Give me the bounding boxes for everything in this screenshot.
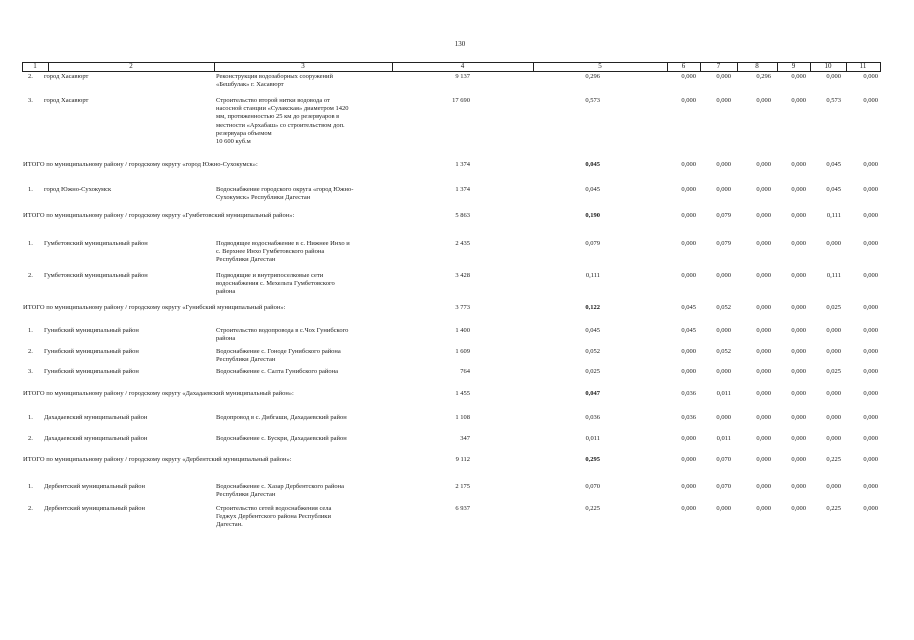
value-c9: 0,000 bbox=[791, 456, 806, 463]
value-c11: 0,000 bbox=[863, 483, 878, 490]
value-c10: 0,000 bbox=[826, 390, 841, 397]
value-c6: 0,000 bbox=[681, 212, 696, 219]
municipality-name: город Южно-Сухокумск bbox=[44, 186, 112, 193]
value-c6: 0,000 bbox=[681, 456, 696, 463]
object-description-line: Строительство водопровода в с.Чох Гунибского bbox=[216, 327, 349, 334]
value-c8: 0,000 bbox=[756, 161, 771, 168]
value-c10: 0,000 bbox=[826, 435, 841, 442]
object-description-line: Республики Дагестан bbox=[216, 356, 276, 364]
value-c7: 0,000 bbox=[716, 505, 731, 512]
value-c8: 0,000 bbox=[756, 368, 771, 375]
header-col-5: 5 bbox=[598, 62, 602, 70]
object-description-line: Водоснабжение с. Гоноде Гунибского района bbox=[216, 348, 341, 355]
value-c11: 0,000 bbox=[863, 327, 878, 334]
value-c4: 5 863 bbox=[455, 212, 470, 219]
value-c4: 764 bbox=[460, 368, 470, 375]
value-c6: 0,045 bbox=[681, 304, 696, 311]
object-description-line: Водоснабжение с. Хазар Дербентского района bbox=[216, 483, 345, 490]
value-c6: 0,000 bbox=[681, 161, 696, 168]
value-c6: 0,000 bbox=[681, 483, 696, 490]
row-number: 1. bbox=[28, 414, 33, 421]
value-c10: 0,000 bbox=[826, 73, 841, 80]
object-description-line: Водоснабжение с. Салта Гунибского района bbox=[216, 368, 338, 375]
value-c5: 0,122 bbox=[585, 304, 600, 311]
value-c5: 0,111 bbox=[585, 272, 600, 279]
value-c6: 0,000 bbox=[681, 97, 696, 104]
total-row-label: ИТОГО по муниципальному району / городскому округу «Дахадаевский муниципальный район»: bbox=[23, 390, 294, 397]
value-c10: 0,573 bbox=[826, 97, 841, 104]
value-c11: 0,000 bbox=[863, 73, 878, 80]
object-description-line: резервуара объемом bbox=[216, 129, 272, 137]
total-row-label: ИТОГО по муниципальному району / городскому округу «Гумбетовский муниципальный район»: bbox=[23, 212, 295, 219]
header-col-6: 6 bbox=[681, 62, 686, 70]
header-divider bbox=[846, 62, 847, 72]
object-description-line: Строительство второй нитки водовода от bbox=[216, 97, 330, 104]
value-c5: 0,011 bbox=[585, 435, 600, 442]
object-description-line: 10 600 куб.м bbox=[216, 138, 251, 145]
value-c10: 0,025 bbox=[826, 368, 841, 375]
header-divider bbox=[214, 62, 215, 72]
value-c10: 0,000 bbox=[826, 414, 841, 421]
value-c8: 0,000 bbox=[756, 414, 771, 421]
value-c5: 0,070 bbox=[585, 483, 600, 490]
header-divider bbox=[48, 62, 49, 72]
object-description-line: Республики Дагестан bbox=[216, 256, 276, 264]
row-number: 1. bbox=[28, 483, 33, 490]
value-c9: 0,000 bbox=[791, 348, 806, 355]
value-c8: 0,000 bbox=[756, 390, 771, 397]
header-col-8: 8 bbox=[755, 62, 759, 70]
value-c6: 0,000 bbox=[681, 368, 696, 375]
value-c5: 0,045 bbox=[585, 161, 600, 168]
value-c6: 0,000 bbox=[681, 272, 696, 279]
value-c7: 0,079 bbox=[716, 212, 731, 219]
value-c8: 0,000 bbox=[756, 435, 771, 442]
value-c11: 0,000 bbox=[863, 456, 878, 463]
header-col-3: 3 bbox=[301, 62, 305, 70]
municipality-name: Гунибский муниципальный район bbox=[44, 368, 139, 375]
object-description-line: Дагестан. bbox=[216, 521, 243, 529]
value-c9: 0,000 bbox=[791, 505, 806, 512]
header-divider bbox=[533, 62, 534, 72]
value-c4: 1 374 bbox=[455, 186, 470, 193]
value-c4: 347 bbox=[460, 435, 470, 442]
value-c5: 0,296 bbox=[585, 73, 600, 80]
value-c11: 0,000 bbox=[863, 272, 878, 279]
value-c10: 0,045 bbox=[826, 186, 841, 193]
value-c7: 0,011 bbox=[716, 390, 731, 397]
value-c6: 0,036 bbox=[681, 414, 696, 421]
row-number: 2. bbox=[28, 73, 33, 80]
header-col-10: 10 bbox=[824, 62, 832, 70]
value-c11: 0,000 bbox=[863, 161, 878, 168]
value-c5: 0,045 bbox=[585, 327, 600, 334]
value-c10: 0,225 bbox=[826, 456, 841, 463]
value-c9: 0,000 bbox=[791, 272, 806, 279]
value-c11: 0,000 bbox=[863, 212, 878, 219]
value-c11: 0,000 bbox=[863, 414, 878, 421]
total-row-label: ИТОГО по муниципальному району / городскому округу «Гунибский муниципальный район»: bbox=[23, 304, 286, 311]
value-c4: 1 400 bbox=[455, 327, 470, 334]
value-c11: 0,000 bbox=[863, 240, 878, 247]
municipality-name: Гумбетовский муниципальный район bbox=[44, 240, 148, 247]
row-number: 2. bbox=[28, 272, 33, 279]
value-c6: 0,036 bbox=[681, 390, 696, 397]
value-c5: 0,079 bbox=[585, 240, 600, 247]
value-c4: 1 609 bbox=[455, 348, 470, 355]
header-bottom-rule bbox=[22, 71, 880, 72]
value-c8: 0,000 bbox=[756, 272, 771, 279]
value-c9: 0,000 bbox=[791, 73, 806, 80]
object-description-line: района bbox=[216, 335, 236, 343]
object-description-line: Геджух Дербентского района Республики bbox=[216, 513, 331, 521]
value-c5: 0,047 bbox=[585, 390, 600, 397]
value-c10: 0,000 bbox=[826, 483, 841, 490]
value-c4: 2 435 bbox=[455, 240, 470, 247]
header-divider bbox=[667, 62, 668, 72]
value-c6: 0,000 bbox=[681, 348, 696, 355]
value-c9: 0,000 bbox=[791, 304, 806, 311]
value-c7: 0,070 bbox=[716, 456, 731, 463]
municipality-name: Дербентский муниципальный район bbox=[44, 505, 145, 512]
value-c6: 0,000 bbox=[681, 73, 696, 80]
value-c9: 0,000 bbox=[791, 368, 806, 375]
value-c10: 0,000 bbox=[826, 240, 841, 247]
object-description-line: насосной станции «Сулакская» диаметром 1420 bbox=[216, 105, 349, 113]
object-description-line: местности «Архабаш» со строительством доп. bbox=[216, 121, 345, 129]
object-description-line: с. Верхнее Инхо Гумбетовского района bbox=[216, 248, 325, 256]
header-col-2: 2 bbox=[129, 62, 133, 70]
value-c7: 0,000 bbox=[716, 272, 731, 279]
value-c4: 9 137 bbox=[455, 73, 470, 80]
value-c11: 0,000 bbox=[863, 348, 878, 355]
value-c6: 0,000 bbox=[681, 240, 696, 247]
value-c5: 0,190 bbox=[585, 212, 600, 219]
value-c7: 0,000 bbox=[716, 161, 731, 168]
value-c11: 0,000 bbox=[863, 368, 878, 375]
municipality-name: Гунибский муниципальный район bbox=[44, 327, 139, 334]
value-c11: 0,000 bbox=[863, 390, 878, 397]
header-divider bbox=[777, 62, 778, 72]
value-c4: 6 937 bbox=[455, 505, 470, 512]
object-description-line: мм, протяженностью 25 км до резервуаров в bbox=[216, 113, 340, 121]
object-description-line: «Бешбулак» г. Хасавюрт bbox=[216, 81, 284, 89]
value-c11: 0,000 bbox=[863, 505, 878, 512]
row-number: 1. bbox=[28, 240, 33, 247]
value-c11: 0,000 bbox=[863, 186, 878, 193]
row-number: 2. bbox=[28, 348, 33, 355]
header-divider bbox=[737, 62, 738, 72]
value-c4: 2 175 bbox=[455, 483, 470, 490]
value-c9: 0,000 bbox=[791, 414, 806, 421]
value-c8: 0,000 bbox=[756, 505, 771, 512]
value-c7: 0,000 bbox=[716, 327, 731, 334]
value-c8: 0,000 bbox=[756, 240, 771, 247]
object-description-line: Водоснабжение с. Бускри, Дахадаевский район bbox=[216, 435, 347, 442]
header-divider bbox=[22, 62, 23, 72]
value-c10: 0,111 bbox=[826, 272, 841, 279]
municipality-name: Гунибский муниципальный район bbox=[44, 348, 139, 355]
value-c9: 0,000 bbox=[791, 161, 806, 168]
object-description-line: Республики Дагестан bbox=[216, 491, 276, 499]
value-c8: 0,000 bbox=[756, 304, 771, 311]
value-c10: 0,000 bbox=[826, 327, 841, 334]
value-c4: 3 428 bbox=[455, 272, 470, 279]
value-c8: 0,000 bbox=[756, 212, 771, 219]
municipality-name: Дахадаевский муниципальный район bbox=[44, 435, 148, 442]
municipality-name: Дербентский муниципальный район bbox=[44, 483, 145, 490]
value-c7: 0,079 bbox=[716, 240, 731, 247]
value-c8: 0,000 bbox=[756, 483, 771, 490]
value-c5: 0,025 bbox=[585, 368, 600, 375]
object-description-line: Водопровод в с. Дибгаши, Дахадаевский район bbox=[216, 414, 347, 421]
object-description-line: Строительство сетей водоснабжения села bbox=[216, 505, 332, 512]
object-description-line: Подводящее водоснабжение в с. Нижнее Инхо и bbox=[216, 240, 350, 247]
value-c9: 0,000 bbox=[791, 327, 806, 334]
value-c7: 0,000 bbox=[716, 368, 731, 375]
value-c4: 1 108 bbox=[455, 414, 470, 421]
value-c4: 1 374 bbox=[455, 161, 470, 168]
value-c8: 0,000 bbox=[756, 456, 771, 463]
value-c8: 0,000 bbox=[756, 186, 771, 193]
header-col-7: 7 bbox=[716, 62, 721, 70]
value-c7: 0,000 bbox=[716, 73, 731, 80]
value-c9: 0,000 bbox=[791, 435, 806, 442]
object-description-line: района bbox=[216, 288, 236, 296]
value-c6: 0,000 bbox=[681, 505, 696, 512]
value-c9: 0,000 bbox=[791, 240, 806, 247]
value-c10: 0,045 bbox=[826, 161, 841, 168]
value-c10: 0,000 bbox=[826, 348, 841, 355]
value-c4: 1 455 bbox=[455, 390, 470, 397]
total-row-label: ИТОГО по муниципальному району / городскому округу «город Южно-Сухокумск»: bbox=[23, 161, 258, 168]
object-description-line: Подводящие и внутрипоселковые сети bbox=[216, 272, 324, 279]
value-c6: 0,000 bbox=[681, 186, 696, 193]
value-c9: 0,000 bbox=[791, 212, 806, 219]
value-c11: 0,000 bbox=[863, 97, 878, 104]
value-c6: 0,000 bbox=[681, 435, 696, 442]
value-c9: 0,000 bbox=[791, 483, 806, 490]
total-row-label: ИТОГО по муниципальному району / городскому округу «Дербентский муниципальный район»: bbox=[23, 456, 292, 463]
value-c10: 0,111 bbox=[826, 212, 841, 219]
value-c5: 0,295 bbox=[585, 456, 600, 463]
value-c5: 0,573 bbox=[585, 97, 600, 104]
header-col-1: 1 bbox=[33, 62, 37, 70]
value-c7: 0,000 bbox=[716, 186, 731, 193]
value-c9: 0,000 bbox=[791, 186, 806, 193]
value-c7: 0,070 bbox=[716, 483, 731, 490]
value-c7: 0,000 bbox=[716, 97, 731, 104]
value-c4: 9 112 bbox=[455, 456, 470, 463]
municipality-name: город Хасавюрт bbox=[44, 73, 89, 80]
value-c8: 0,000 bbox=[756, 327, 771, 334]
value-c11: 0,000 bbox=[863, 304, 878, 311]
value-c7: 0,000 bbox=[716, 414, 731, 421]
value-c5: 0,045 bbox=[585, 186, 600, 193]
value-c5: 0,225 bbox=[585, 505, 600, 512]
header-divider bbox=[700, 62, 701, 72]
value-c4: 3 773 bbox=[455, 304, 470, 311]
value-c5: 0,052 bbox=[585, 348, 600, 355]
row-number: 2. bbox=[28, 505, 33, 512]
value-c7: 0,011 bbox=[716, 435, 731, 442]
header-divider bbox=[392, 62, 393, 72]
value-c10: 0,225 bbox=[826, 505, 841, 512]
value-c5: 0,036 bbox=[585, 414, 600, 421]
value-c10: 0,025 bbox=[826, 304, 841, 311]
header-col-11: 11 bbox=[859, 62, 867, 70]
object-description-line: Водоснабжение городского округа «город Южно- bbox=[216, 186, 354, 193]
page-number: 130 bbox=[454, 40, 466, 48]
value-c6: 0,045 bbox=[681, 327, 696, 334]
value-c8: 0,000 bbox=[756, 97, 771, 104]
header-divider bbox=[880, 62, 881, 72]
value-c7: 0,052 bbox=[716, 304, 731, 311]
value-c8: 0,296 bbox=[756, 73, 771, 80]
header-divider bbox=[810, 62, 811, 72]
header-col-9: 9 bbox=[791, 62, 796, 70]
municipality-name: Гумбетовский муниципальный район bbox=[44, 272, 148, 279]
header-col-4: 4 bbox=[460, 62, 465, 70]
row-number: 1. bbox=[28, 327, 33, 334]
row-number: 3. bbox=[28, 368, 33, 375]
object-description-line: Сухокумск» Республики Дагестан bbox=[216, 194, 311, 202]
value-c9: 0,000 bbox=[791, 97, 806, 104]
value-c7: 0,052 bbox=[716, 348, 731, 355]
value-c4: 17 690 bbox=[452, 97, 470, 104]
value-c11: 0,000 bbox=[863, 435, 878, 442]
value-c8: 0,000 bbox=[756, 348, 771, 355]
row-number: 2. bbox=[28, 435, 33, 442]
municipality-name: город Хасавюрт bbox=[44, 97, 89, 104]
object-description-line: водоснабжения с. Мехельта Гумбетовского bbox=[216, 280, 335, 288]
municipality-name: Дахадаевский муниципальный район bbox=[44, 414, 148, 421]
row-number: 1. bbox=[28, 186, 33, 193]
row-number: 3. bbox=[28, 97, 33, 104]
value-c9: 0,000 bbox=[791, 390, 806, 397]
object-description-line: Реконструкция водозаборных сооружений bbox=[216, 73, 333, 80]
